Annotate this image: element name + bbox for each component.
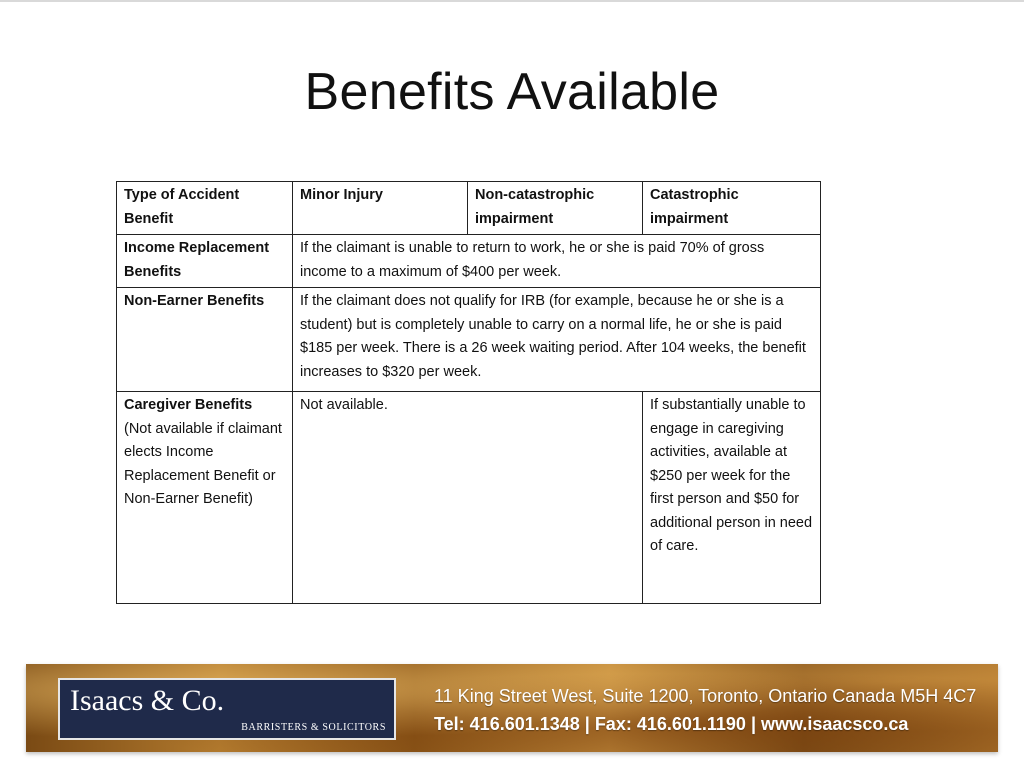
firm-name: Isaacs & Co. [70, 684, 225, 717]
header-cell-catastrophic: Catastrophic impairment [643, 182, 821, 235]
header-cell-minor-injury: Minor Injury [293, 182, 468, 235]
caregiver-minor-noncat-description: Not available. [293, 392, 643, 604]
header-cell-benefit-type: Type of Accident Benefit [117, 182, 293, 235]
footer-banner [26, 664, 998, 752]
row-label-non-earner: Non-Earner Benefits [117, 288, 293, 392]
header-cell-non-catastrophic: Non-catastrophic impairment [468, 182, 643, 235]
table-row [117, 235, 821, 288]
income-replacement-description: If the claimant is unable to return to work, he or she is paid 70% of gross income to a maximum of $400 per week. [293, 235, 821, 288]
table-header-row [117, 182, 821, 235]
caregiver-catastrophic-description: If substantially unable to engage in caregiving activities, available at $250 per week for the first person and $50 for additional person in need of care. [643, 392, 821, 604]
firm-address: 11 King Street West, Suite 1200, Toronto, Ontario Canada M5H 4C7 [434, 686, 977, 706]
table-row [117, 392, 821, 604]
firm-logo [58, 678, 396, 740]
row-label-income-replacement: Income Replacement Benefits [117, 235, 293, 288]
table-row [117, 288, 821, 392]
benefits-table [116, 181, 821, 604]
slide-title: Benefits Available [304, 63, 720, 121]
row-label-caregiver-cell [117, 392, 293, 604]
non-earner-description: If the claimant does not qualify for IRB (for example, because he or she is a student) but is completely unable to carry on a normal life, he or she is paid $185 per week. There is a 26 week waiting period. After 104 weeks, the benefit increases to $320 per week. [293, 288, 821, 392]
firm-subtitle: BARRISTERS & SOLICITORS [241, 722, 386, 733]
firm-contact: Tel: 416.601.1348 | Fax: 416.601.1190 | www.isaacsco.ca [434, 714, 909, 734]
top-divider [0, 0, 1024, 2]
caregiver-note: (Not available if claimant elects Income Replacement Benefit or Non-Earner Benefit) [124, 420, 282, 507]
row-label-caregiver: Caregiver Benefits [124, 397, 253, 413]
